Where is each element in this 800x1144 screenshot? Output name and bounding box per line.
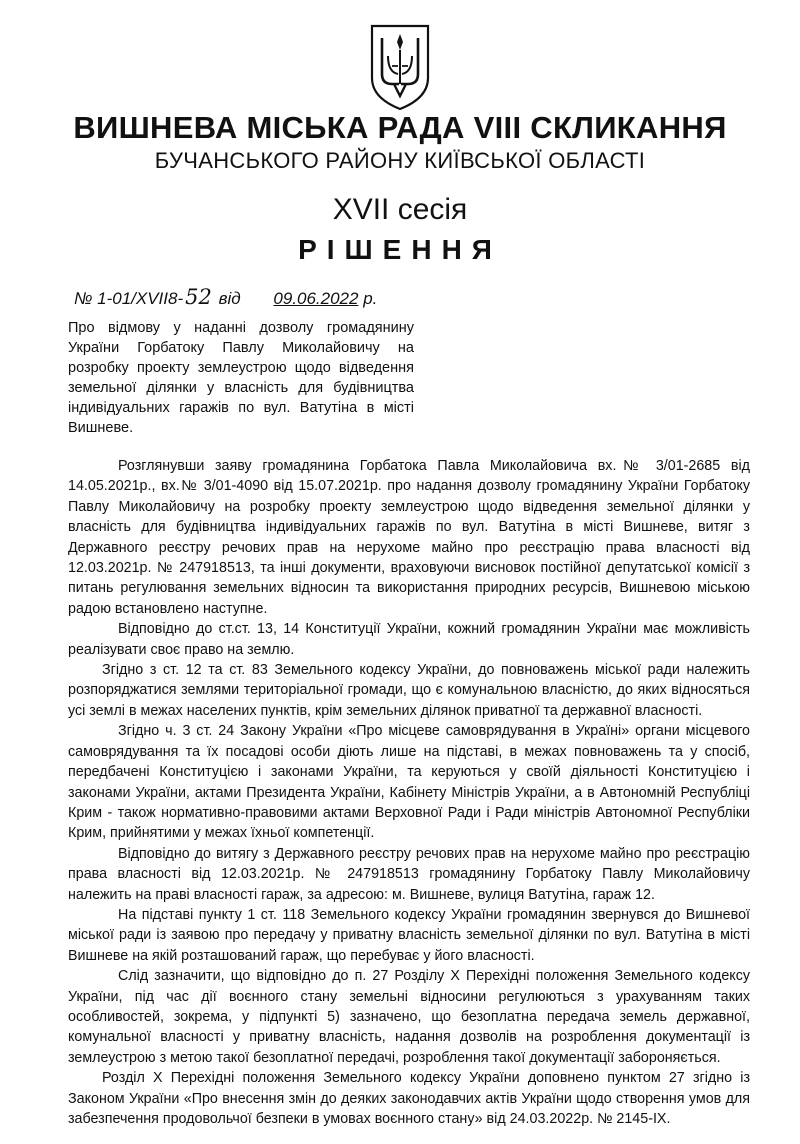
decision-subject: Про відмову у наданні дозволу громадянину України Горбатоку Павлу Миколайовичу на розробку проекту землеустрою щодо відведення земельної ділянки у власність для будівництва індивідуальних гаражів по вул. Ватутіна в місті Вишневе. — [68, 320, 414, 436]
paragraph: Відповідно до витягу з Державного реєстру речових прав на нерухоме майно про реєстрацію права власності від 12.03.2021р. № 247918513 громадянину Горбатоку Павлу Миколайовичу належить на праві власності гараж, за адресою: м. Вишневе, вулиця Ватутіна, гараж 12. — [68, 845, 750, 903]
paragraph: Згідно з ст. 12 та ст. 83 Земельного кодексу України, до повноважень міської ради належить розпоряджатися землями територіальної громади, що є комунальною власністю, до яких відносяться усі землі в межах населених пунктів, крім земельних ділянок приватної та державної власності. — [68, 662, 750, 719]
decision-number-handwritten: 52 — [185, 285, 212, 309]
decision-date: 09.06.2022 — [273, 289, 359, 308]
decision-number-prefix: № 1-01/XVII8- — [74, 289, 184, 308]
date-suffix: р. — [363, 289, 378, 308]
paragraph: На підставі пункту 1 ст. 118 Земельного кодексу України громадянин звернувся до Вишневої міської ради із заявою про передачу у приватну власність земельної ділянки по вул. Ватутіна в місті Вишневе на якій розташований гараж, що перебуває у його власності. — [68, 906, 750, 964]
trident-coat-of-arms-icon — [368, 22, 432, 112]
org-subtitle: БУЧАНСЬКОГО РАЙОНУ КИЇВСЬКОЇ ОБЛАСТІ — [154, 148, 646, 173]
paragraph: Слід зазначити, що відповідно до п. 27 Розділу X Перехідні положення Земельного кодексу України, під час дії воєнного стану земельні відносини регулюються з урахуванням таких особливостей, зокрема, у підпункті 5) зазначено, що безоплатна передача земель державної, комунальної власності у приватну власність, надання дозволів на розроблення документації із землеустрою з метою такої безоплатної передачі, розроблення такої документації забороняється. — [68, 968, 750, 1066]
org-title: ВИШНЕВА МІСЬКА РАДА VIII СКЛИКАННЯ — [73, 110, 727, 145]
document-type: РІШЕННЯ — [298, 234, 502, 265]
decision-number-line — [74, 285, 377, 309]
paragraph: Відповідно до ст.ст. 13, 14 Конституції України, кожний громадянин України має можливість реалізувати своє право на землю. — [68, 621, 750, 658]
decision-body — [68, 456, 750, 1129]
paragraph: Згідно ч. 3 ст. 24 Закону України «Про місцеве самоврядування в Україні» органи місцевого самоврядування та їх посадові особи діють лише на підставі, в межах повноважень та у спосіб, передбачені Конституцією і законами України, та керуються у своїй діяльності Конституцією і законами України, актами Президента України, Кабінету Міністрів України, а в Автономній Республіці Крим - також нормативно-правовими актами Верховної Ради і Ради міністрів Автономної Республіки Крим, прийнятими у межах їхньої компетенції. — [68, 723, 750, 842]
paragraph: Розглянувши заяву громадянина Горбатока Павла Миколайовича вх.№ 3/01-2685 від 14.05.2021р., вх.№ 3/01-4090 від 15.07.2021р. про надання дозволу громадянину України Горбатоку Павлу Миколайовичу на розробку проекту землеустрою щодо відведення земельної ділянки у власність для будівництва індивідуальних гаражів по вул. Ватутіна в місті Вишневе, витяг з Державного реєстру речових прав на нерухоме майно про реєстрацію права власності від 12.03.2021р. № 247918513, та інші документи, враховуючи висновок постійної депутатської комісії з питань регулювання земельних відносин та використання природних ресурсів, Вишневою міською радою встановлено наступне. — [68, 458, 750, 617]
session-label: XVII сесія — [332, 193, 468, 226]
date-prefix: від — [218, 289, 241, 308]
paragraph: Розділ X Перехідні положення Земельного кодексу України доповнено пунктом 27 згідно із Законом України «Про внесення змін до деяких законодавчих актів України щодо створення умов для забезпечення продовольчої безпеки в умовах воєнного стану» від 24.03.2022р. № 2145-IX. — [68, 1070, 750, 1127]
